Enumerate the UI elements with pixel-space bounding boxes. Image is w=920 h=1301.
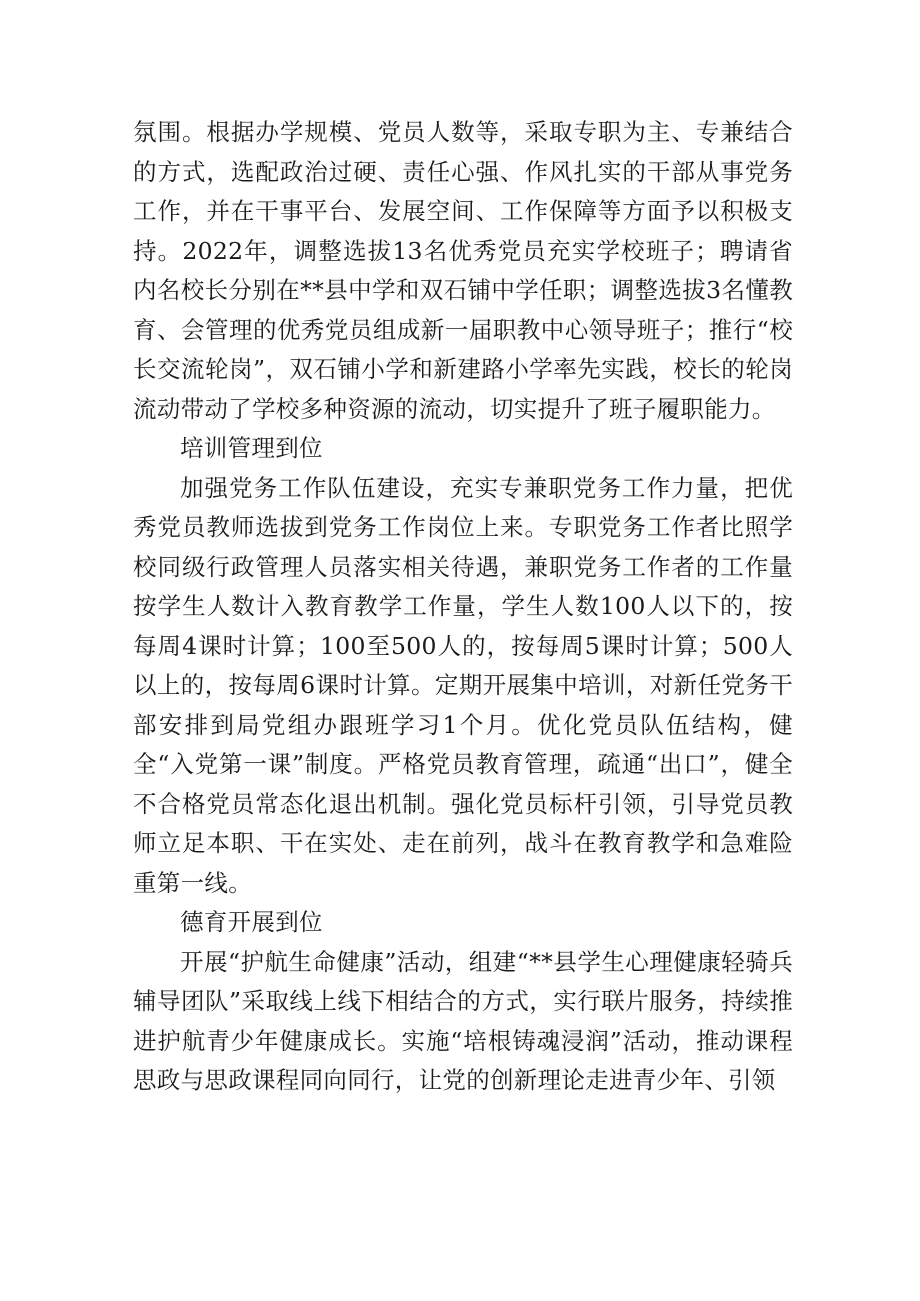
section-heading-training: 培训管理到位 <box>180 434 323 462</box>
body-paragraph-2: 加强党务工作队伍建设，充实专兼职党务工作力量，把优秀党员教师选拔到党务工作岗位上来。专职党务工作者比照学校同级行政管理人员落实相关待遇，兼职党务工作者的工作量按学生人数计入教育教学工作量，学生人数100人以下的，按每周4课时计算；100至500人的，按每周5课时计算；500人以上的，按每周6课时计算。定期开展集中培训，对新任党务干部安排到局党组办跟班学习1个月。优化党员队伍结构，健全“入党第一课”制度。严格党员教育管理，疏通“出口”，健全不合格党员常态化退出机制。强化党员标杆引领，引导党员教师立足本职、干在实处、走在前列，战斗在教育教学和急难险重第一线。 <box>133 473 793 897</box>
body-paragraph-1: 氛围。根据办学规模、党员人数等，采取专职为主、专兼结合的方式，选配政治过硬、责任心强、作风扎实的干部从事党务工作，并在干事平台、发展空间、工作保障等方面予以积极支持。2022年，调整选拔13名优秀党员充实学校班子；聘请省内名校长分别在**县中学和双石铺中学任职；调整选拔3名懂教育、会管理的优秀党员组成新一届职教中心领导班子；推行“校长交流轮岗”，双石铺小学和新建路小学率先实践，校长的轮岗流动带动了学校多种资源的流动，切实提升了班子履职能力。 <box>133 118 793 423</box>
document-body <box>133 113 793 1101</box>
section-heading-moral-education: 德育开展到位 <box>180 908 323 936</box>
body-paragraph-3: 开展“护航生命健康”活动，组建“**县学生心理健康轻骑兵辅导团队”采取线上线下相结合的方式，实行联片服务，持续推进护航青少年健康成长。实施“培根铸魂浸润”活动，推动课程思政与思政课程同向同行，让党的创新理论走进青少年、引领 <box>133 947 793 1094</box>
